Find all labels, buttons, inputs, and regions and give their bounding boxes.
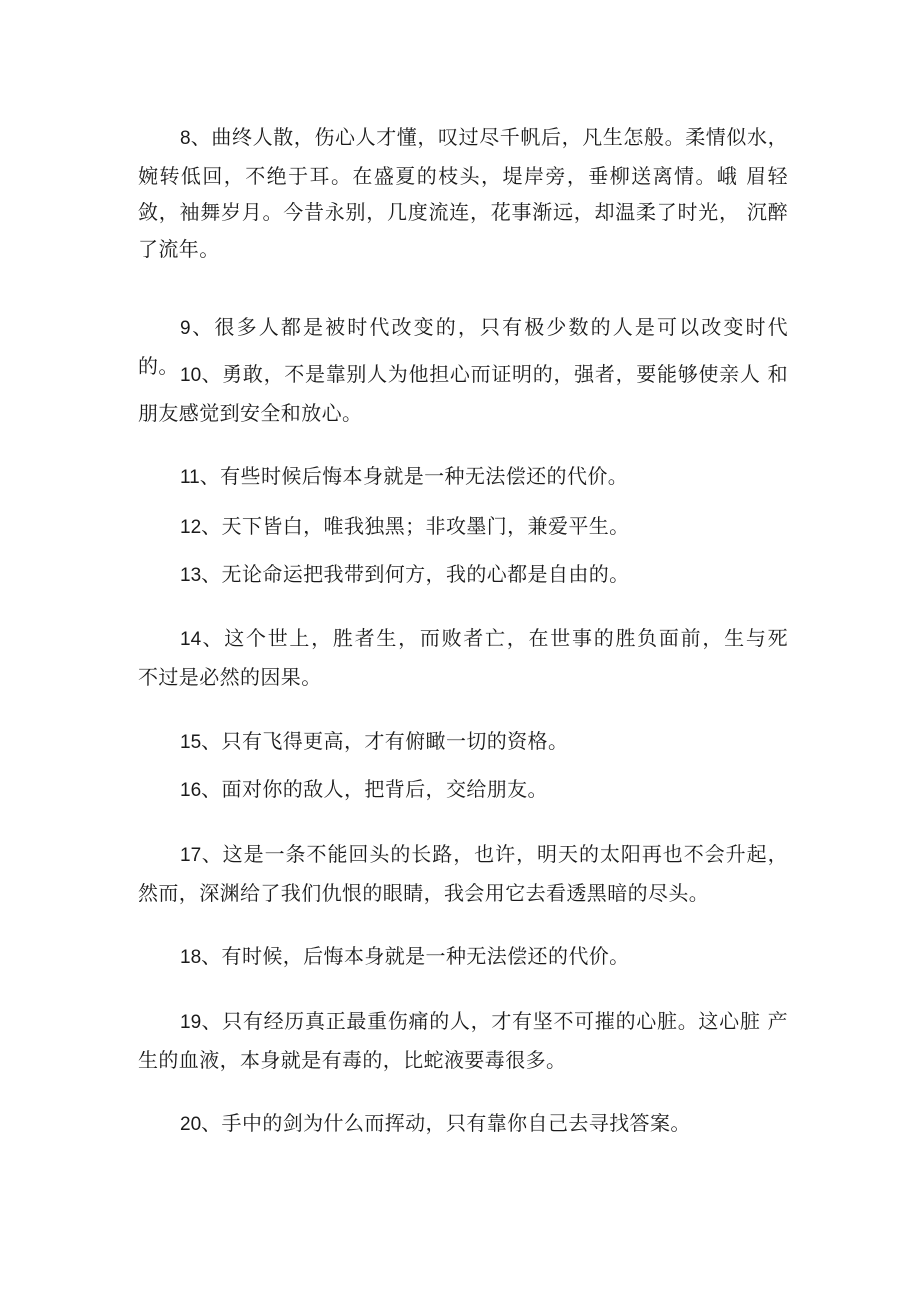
quote-number: 12	[180, 517, 202, 538]
separator: 、	[201, 514, 222, 538]
quote-text: 只有飞得更高，才有俯瞰一切的资格。	[221, 729, 569, 753]
separator: 、	[201, 1111, 222, 1135]
quote-text: 这是一条不能回头的长路，也许，明天的太阳再也不会升起，然而，深渊给了我们仇恨的眼睛，我会用它去看透黑暗的尽头。	[138, 842, 788, 905]
quote-item-19	[138, 1003, 788, 1078]
quote-item-12	[138, 508, 788, 547]
separator: 、	[201, 562, 222, 586]
quote-number: 20	[180, 1114, 202, 1135]
quote-number: 15	[180, 732, 202, 753]
quote-item-13	[138, 556, 788, 595]
quote-number: 18	[180, 947, 202, 968]
quote-item-20	[138, 1105, 788, 1144]
separator: 、	[201, 944, 222, 968]
quote-text: 无论命运把我带到何方，我的心都是自由的。	[221, 562, 630, 586]
quote-text: 只有经历真正最重伤痛的人，才有坚不可摧的心脏。这心脏 产生的血液，本身就是有毒的，比蛇液要毒很多。	[138, 1009, 788, 1072]
quote-text: 手中的剑为什么而挥动，只有靠你自己去寻找答案。	[221, 1111, 691, 1135]
separator: 、	[201, 729, 222, 753]
quote-text: 有时候，后悔本身就是一种无法偿还的代价。	[221, 944, 630, 968]
separator: 、	[199, 464, 221, 488]
quote-text: 曲终人散，伤心人才懂，叹过尽千帆后，凡生怎般。柔情似水，婉转低回，不绝于耳。在盛夏的枝头，堤岸旁，垂柳送离情。峨 眉轻敛，袖舞岁月。今昔永别，几度流连，花事渐远，却温柔了时光， 沉醉了流年。	[138, 125, 789, 261]
quote-item-8	[138, 119, 788, 267]
quote-text: 很多人都是被时代改变的，只有极少数的人是可以改变时代 的。	[138, 315, 788, 378]
separator: 、	[201, 777, 222, 801]
quote-item-17	[138, 836, 788, 911]
quote-number: 17	[180, 845, 202, 866]
quote-item-16	[138, 771, 788, 810]
quote-item-14	[138, 620, 816, 695]
separator: 、	[190, 315, 215, 339]
quote-text: 有些时候后悔本身就是一种无法偿还的代价。	[220, 464, 629, 488]
separator: 、	[201, 842, 223, 866]
quote-item-18	[138, 938, 788, 977]
quote-text: 这个世上，胜者生，而败者亡，在世事的胜负面前，生与死 不过是必然的因果。	[138, 626, 816, 689]
quote-number: 9	[180, 318, 191, 339]
separator: 、	[201, 626, 225, 650]
separator: 、	[190, 125, 212, 149]
quote-item-11	[138, 458, 788, 497]
separator: 、	[201, 1009, 223, 1033]
quote-text: 天下皆白，唯我独黑；非攻墨门，兼爱平生。	[221, 514, 630, 538]
quote-number: 14	[180, 629, 202, 650]
quote-number: 10	[180, 365, 202, 386]
quote-number: 13	[180, 565, 202, 586]
quote-text: 面对你的敌人，把背后，交给朋友。	[221, 777, 548, 801]
quote-number: 16	[180, 780, 202, 801]
quote-number: 11	[180, 467, 200, 488]
quote-item-15	[138, 723, 788, 762]
separator: 、	[201, 362, 223, 386]
quote-item-10	[138, 356, 788, 431]
quote-number: 8	[180, 128, 191, 149]
quote-number: 19	[180, 1012, 202, 1033]
quote-text: 勇敢，不是靠别人为他担心而证明的，强者，要能够使亲人 和朋友感觉到安全和放心。	[138, 362, 788, 425]
